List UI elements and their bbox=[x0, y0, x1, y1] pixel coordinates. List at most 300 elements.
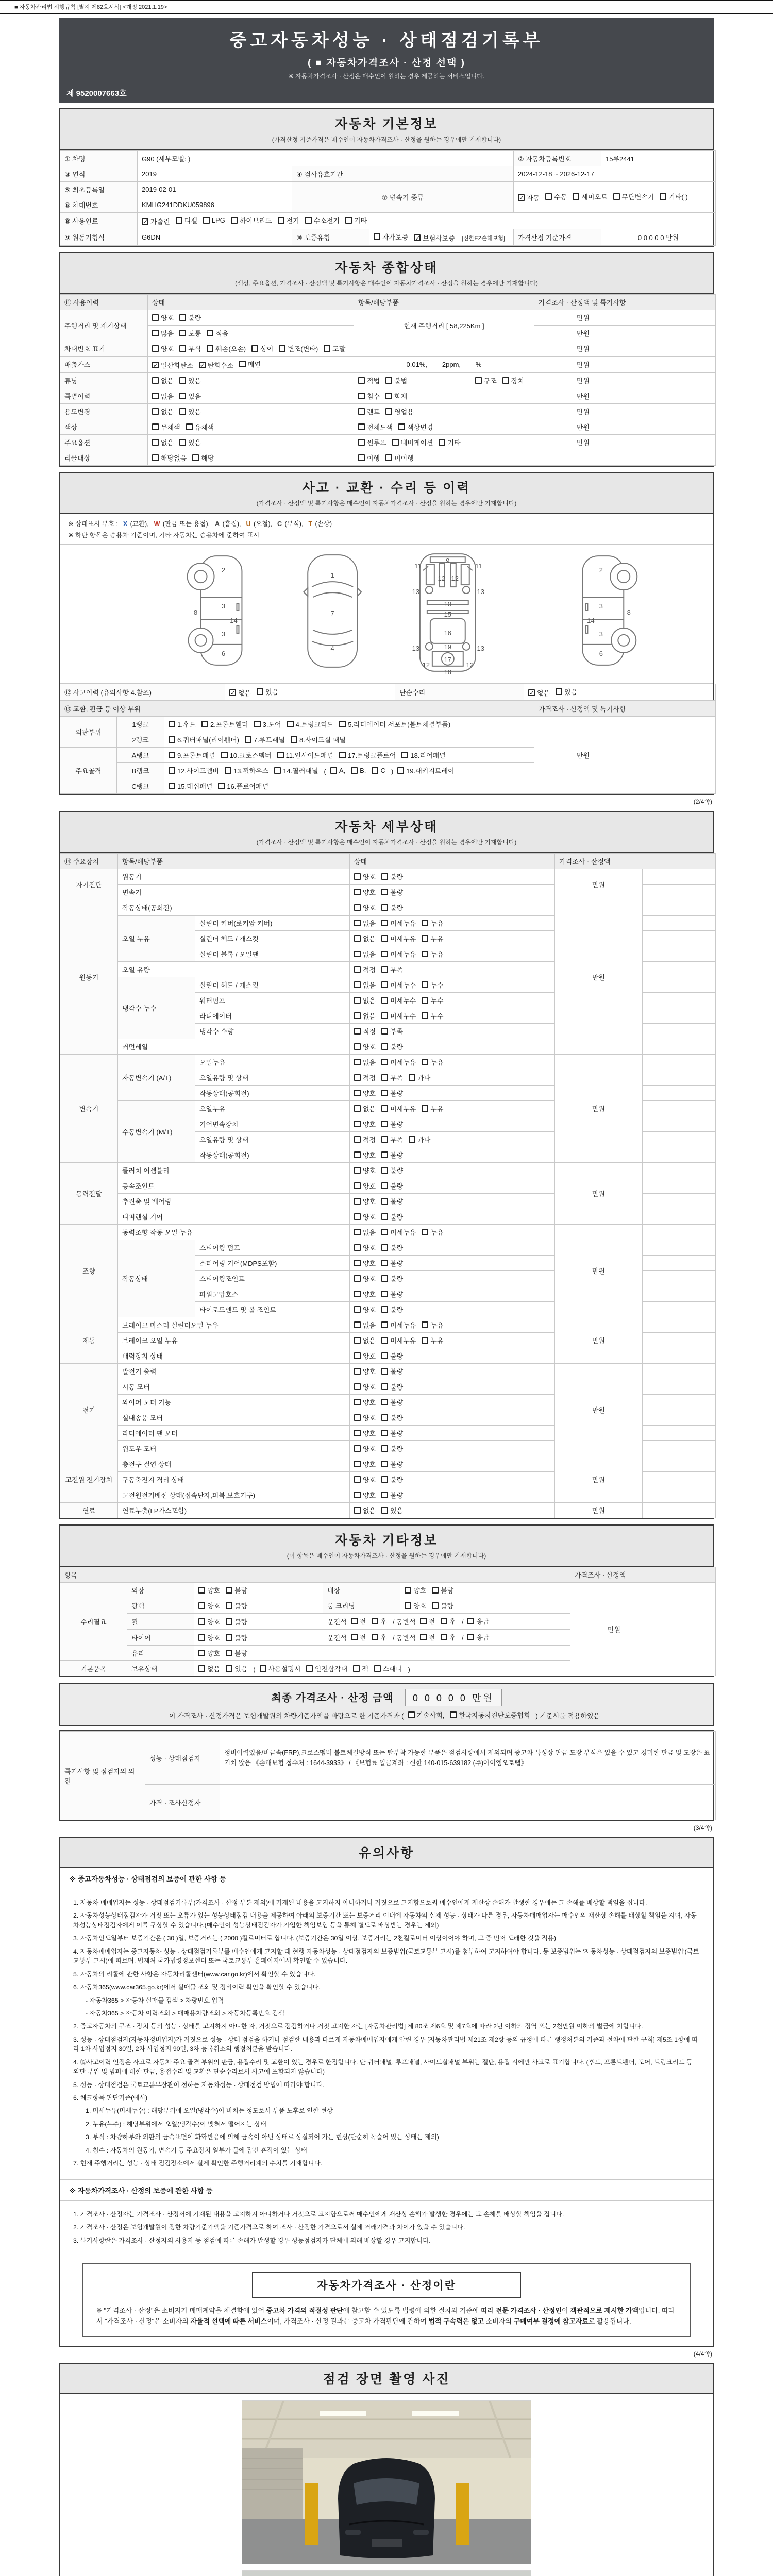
checkbox-icon[interactable] bbox=[354, 1182, 361, 1189]
checkbox-icon[interactable] bbox=[354, 1229, 361, 1235]
checkbox-icon[interactable] bbox=[573, 193, 579, 200]
checkbox-icon[interactable] bbox=[398, 423, 405, 430]
checkbox-icon[interactable] bbox=[381, 1182, 388, 1189]
checkbox-icon[interactable] bbox=[381, 1260, 388, 1266]
checkbox-icon[interactable] bbox=[152, 454, 159, 461]
checkbox-icon[interactable] bbox=[374, 1665, 381, 1672]
checkbox-icon[interactable] bbox=[354, 1167, 361, 1174]
checkbox-icon[interactable] bbox=[408, 1711, 415, 1718]
checkbox-option bbox=[414, 233, 455, 243]
checkbox-icon[interactable] bbox=[450, 1711, 457, 1718]
checkbox-icon[interactable] bbox=[354, 1121, 361, 1127]
checkbox-icon[interactable] bbox=[152, 314, 159, 321]
checkbox-icon[interactable] bbox=[354, 951, 361, 957]
checkbox-icon[interactable] bbox=[381, 1151, 388, 1158]
checkbox-icon[interactable] bbox=[381, 997, 388, 1004]
checkbox-icon[interactable] bbox=[401, 752, 408, 758]
checkbox-icon[interactable] bbox=[381, 1229, 388, 1235]
page-top-rule bbox=[0, 0, 773, 12]
checkbox-icon[interactable] bbox=[198, 1618, 205, 1625]
legend-note: ※ 하단 항목은 승용차 기준이며, 기타 자동차는 승용차에 준하여 표시 bbox=[60, 529, 713, 545]
checkbox-icon[interactable] bbox=[354, 981, 361, 988]
option-label: 양호 bbox=[413, 1587, 427, 1595]
checkbox-icon[interactable] bbox=[354, 920, 361, 926]
checkbox-icon[interactable] bbox=[354, 1368, 361, 1375]
option-label: 전체도색 bbox=[367, 423, 393, 431]
checkbox-icon[interactable] bbox=[354, 904, 361, 911]
checkbox-icon[interactable] bbox=[198, 1650, 205, 1656]
checkbox-icon[interactable] bbox=[354, 1461, 361, 1467]
checkbox-icon[interactable] bbox=[422, 951, 428, 957]
page-marker: (2/4쪽) bbox=[693, 798, 712, 805]
checkbox-icon[interactable] bbox=[225, 767, 231, 774]
checkbox-checked-icon[interactable]: ✓ bbox=[519, 194, 525, 201]
checkbox-icon[interactable] bbox=[179, 439, 186, 446]
checkbox-icon[interactable] bbox=[198, 1587, 205, 1594]
checkbox-icon[interactable] bbox=[467, 1634, 474, 1640]
checkbox-icon[interactable] bbox=[381, 981, 388, 988]
checkbox-icon[interactable] bbox=[179, 377, 186, 384]
checkbox-icon[interactable] bbox=[192, 454, 199, 461]
diagram-part-number: 6 bbox=[221, 649, 226, 657]
checkbox-icon[interactable] bbox=[381, 904, 388, 911]
state-checkbox-group bbox=[350, 1039, 555, 1055]
checkbox-icon[interactable] bbox=[374, 233, 380, 240]
checkbox-option bbox=[381, 887, 403, 897]
option-label: 전 bbox=[359, 1618, 366, 1625]
checkbox-icon[interactable] bbox=[381, 1213, 388, 1220]
notice-sec1-heading: ※ 중고자동차성능 · 상태점검의 보증에 관한 사항 등 bbox=[60, 1868, 713, 1889]
checkbox-icon[interactable] bbox=[372, 1634, 378, 1640]
checkbox-icon[interactable] bbox=[354, 1105, 361, 1112]
checkbox-option bbox=[408, 1710, 445, 1720]
checkbox-icon[interactable] bbox=[381, 1028, 388, 1035]
option-label: 양호 bbox=[413, 1602, 427, 1610]
checkbox-icon[interactable] bbox=[358, 393, 365, 399]
option-label: 부족 bbox=[390, 1074, 404, 1082]
diagram-part-number: 8 bbox=[193, 608, 198, 616]
checkbox-option bbox=[354, 1212, 376, 1222]
checkbox-icon[interactable] bbox=[381, 889, 388, 895]
price-survey-info-title: 자동차가격조사 · 산정이란 bbox=[252, 2272, 521, 2298]
checkbox-icon[interactable] bbox=[381, 1306, 388, 1313]
checkbox-icon[interactable] bbox=[226, 1634, 232, 1641]
checkbox-icon[interactable] bbox=[381, 1445, 388, 1452]
notice-item: 6. 체크항목 판단기준(예시) bbox=[73, 2094, 148, 2102]
checkbox-icon[interactable] bbox=[152, 345, 159, 352]
checkbox-icon[interactable] bbox=[254, 721, 261, 727]
checkbox-icon[interactable] bbox=[221, 752, 228, 758]
checkbox-option bbox=[354, 980, 376, 990]
checkbox-icon[interactable] bbox=[354, 1074, 361, 1081]
checkbox-icon[interactable] bbox=[278, 217, 284, 224]
option-label: 19.패키지트레이 bbox=[406, 767, 455, 775]
checkbox-checked-icon[interactable]: ✓ bbox=[199, 362, 205, 369]
checkbox-icon[interactable] bbox=[198, 1634, 205, 1641]
state-checkbox-group bbox=[350, 946, 555, 962]
checkbox-icon[interactable] bbox=[354, 1352, 361, 1359]
checkbox-icon[interactable] bbox=[420, 1618, 427, 1624]
checkbox-icon[interactable] bbox=[358, 439, 365, 446]
checkbox-option bbox=[381, 1413, 403, 1422]
checkbox-icon[interactable] bbox=[422, 935, 428, 942]
option-label: 과다 bbox=[417, 1136, 431, 1144]
checkbox-icon[interactable] bbox=[441, 1634, 447, 1640]
registration-number-value: 15루2441 bbox=[601, 151, 716, 166]
checkbox-icon[interactable] bbox=[372, 1618, 378, 1624]
checkbox-icon[interactable] bbox=[198, 1602, 205, 1609]
checkbox-icon[interactable] bbox=[330, 767, 337, 774]
checkbox-icon[interactable] bbox=[226, 1650, 232, 1656]
checkbox-icon[interactable] bbox=[354, 1043, 361, 1050]
checkbox-icon[interactable] bbox=[354, 1476, 361, 1483]
checkbox-icon[interactable] bbox=[381, 1337, 388, 1344]
checkbox-icon[interactable] bbox=[354, 1059, 361, 1065]
checkbox-icon[interactable] bbox=[422, 1012, 428, 1019]
option-label: 무채색 bbox=[161, 423, 180, 431]
legend-symbol: W bbox=[154, 520, 160, 528]
checkbox-icon[interactable] bbox=[291, 736, 297, 743]
checkbox-icon[interactable] bbox=[422, 920, 428, 926]
checkbox-icon[interactable] bbox=[169, 767, 175, 774]
checkbox-icon[interactable] bbox=[245, 736, 251, 743]
checkbox-icon[interactable] bbox=[152, 377, 159, 384]
checkbox-icon[interactable] bbox=[169, 721, 175, 727]
checkbox-icon[interactable] bbox=[381, 1507, 388, 1514]
checkbox-icon[interactable] bbox=[198, 1665, 205, 1672]
checkbox-option bbox=[381, 1274, 403, 1283]
checkbox-icon[interactable] bbox=[169, 736, 175, 743]
checkbox-icon[interactable] bbox=[354, 1291, 361, 1297]
checkbox-icon[interactable] bbox=[354, 1306, 361, 1313]
checkbox-icon[interactable] bbox=[354, 1445, 361, 1452]
checkbox-icon[interactable] bbox=[287, 721, 294, 727]
checkbox-icon[interactable] bbox=[432, 1587, 439, 1594]
option-label: 잭 bbox=[362, 1665, 368, 1673]
checkbox-icon[interactable] bbox=[179, 314, 186, 321]
checkbox-icon[interactable] bbox=[475, 377, 482, 384]
checkbox-option bbox=[385, 406, 414, 416]
checkbox-option bbox=[358, 391, 380, 401]
checkbox-icon[interactable] bbox=[179, 408, 186, 415]
checkbox-icon[interactable] bbox=[358, 377, 365, 384]
checkbox-icon[interactable] bbox=[439, 439, 445, 446]
option-label: 없음 bbox=[363, 1059, 376, 1066]
checkbox-icon[interactable] bbox=[420, 1634, 427, 1640]
checkbox-icon[interactable] bbox=[381, 1430, 388, 1436]
checkbox-icon[interactable] bbox=[385, 408, 392, 415]
checkbox-option bbox=[409, 1134, 430, 1144]
checkbox-icon[interactable] bbox=[381, 1121, 388, 1127]
checkbox-icon[interactable] bbox=[354, 889, 361, 895]
document-number: 제 9520007663호 bbox=[66, 89, 127, 98]
checkbox-icon[interactable] bbox=[381, 1492, 388, 1498]
remark-cell bbox=[643, 1240, 716, 1256]
checkbox-icon[interactable] bbox=[422, 1059, 428, 1065]
checkbox-icon[interactable] bbox=[358, 454, 365, 461]
row-label: 유리 bbox=[127, 1646, 194, 1661]
notice-item: 4. 자동차매매업자는 중고자동차 성능 · 상태점검기록부를 매수인에게 고지할 때 현행 자동차성능 · 상태점검자의 보증범위(국토교통부 고시)를 첨부하여 고지하여야 합니다. 동 보증범위는 '자동차성능 · 상태점검자의 보증범위'(국토교통부 고시)에 따르며, 법제처 국가법령정보센터 또는 국토교통부 홈페이지에서 확인할 수 있습니다. bbox=[73, 1947, 699, 1965]
checkbox-icon[interactable] bbox=[226, 1665, 232, 1672]
checkbox-icon[interactable] bbox=[354, 1321, 361, 1328]
checkbox-icon[interactable] bbox=[422, 1229, 428, 1235]
remark-cell bbox=[643, 1286, 716, 1302]
checkbox-icon[interactable] bbox=[354, 1507, 361, 1514]
checkbox-icon[interactable] bbox=[179, 330, 186, 336]
checkbox-icon[interactable] bbox=[381, 1461, 388, 1467]
checkbox-icon[interactable] bbox=[422, 1337, 428, 1344]
option-label: 양호 bbox=[207, 1618, 221, 1626]
checkbox-icon[interactable] bbox=[381, 1244, 388, 1251]
checkbox-icon[interactable] bbox=[176, 217, 182, 224]
checkbox-icon[interactable] bbox=[203, 217, 210, 224]
checkbox-icon[interactable] bbox=[179, 393, 186, 399]
checkbox-icon[interactable] bbox=[218, 783, 225, 789]
row-label: 차대번호 표기 bbox=[60, 341, 148, 357]
checkbox-icon[interactable] bbox=[354, 1090, 361, 1096]
checkbox-icon[interactable] bbox=[354, 873, 361, 880]
option-label: 부족 bbox=[390, 1136, 404, 1144]
checkbox-checked-icon[interactable]: ✓ bbox=[153, 362, 159, 369]
option-label: 불량 bbox=[390, 1461, 404, 1468]
checkbox-icon[interactable] bbox=[372, 767, 378, 774]
notice-item: 4. 침수 : 자동차의 원동기, 변속기 등 주요장치 일부가 물에 잠긴 흔적이 있는 상태 bbox=[86, 2146, 307, 2154]
field-label: ① 차명 bbox=[60, 151, 138, 166]
checkbox-icon[interactable] bbox=[152, 423, 159, 430]
paragraph-segment: 로 활용됩니다. bbox=[588, 2317, 631, 2326]
checkbox-checked-icon[interactable]: ✓ bbox=[230, 689, 236, 697]
checkbox-icon[interactable] bbox=[354, 1198, 361, 1205]
checkbox-icon[interactable] bbox=[405, 1602, 411, 1609]
option-label: 가솔린 bbox=[150, 218, 170, 226]
option-label: 불량 bbox=[390, 1167, 404, 1175]
checkbox-icon[interactable] bbox=[358, 423, 365, 430]
option-label: 침수 bbox=[367, 393, 380, 400]
checkbox-icon[interactable] bbox=[381, 1074, 388, 1081]
checkbox-icon[interactable] bbox=[381, 1368, 388, 1375]
checkbox-icon[interactable] bbox=[545, 193, 552, 200]
checkbox-icon[interactable] bbox=[305, 217, 312, 224]
checkbox-icon[interactable] bbox=[354, 1151, 361, 1158]
checkbox-icon[interactable] bbox=[397, 767, 404, 774]
checkbox-icon[interactable] bbox=[152, 393, 159, 399]
checkbox-icon[interactable] bbox=[226, 1602, 232, 1609]
checkbox-icon[interactable] bbox=[660, 193, 666, 200]
checkbox-icon[interactable] bbox=[354, 997, 361, 1004]
option-label: 구조 bbox=[483, 377, 497, 385]
remark-cell bbox=[643, 1271, 716, 1286]
checkbox-option bbox=[251, 344, 273, 353]
checkbox-icon[interactable] bbox=[385, 393, 392, 399]
checkbox-option bbox=[422, 1335, 443, 1345]
checkbox-icon[interactable] bbox=[381, 920, 388, 926]
checkbox-icon[interactable] bbox=[358, 408, 365, 415]
checkbox-icon[interactable] bbox=[354, 1260, 361, 1266]
checkbox-icon[interactable] bbox=[274, 767, 281, 774]
checkbox-icon[interactable] bbox=[613, 193, 620, 200]
checkbox-icon[interactable] bbox=[354, 1399, 361, 1405]
checkbox-icon[interactable] bbox=[381, 1414, 388, 1421]
diagram-part-number: 1 bbox=[330, 571, 334, 580]
checkbox-icon[interactable] bbox=[324, 345, 330, 352]
checkbox-icon[interactable] bbox=[381, 1291, 388, 1297]
item-label: 오일누유 bbox=[195, 1055, 350, 1070]
checkbox-icon[interactable] bbox=[339, 721, 346, 727]
checkbox-icon[interactable] bbox=[432, 1602, 439, 1609]
subgroup-label: 작동상태 bbox=[118, 1240, 195, 1317]
checkbox-icon[interactable] bbox=[381, 1383, 388, 1390]
checkbox-icon[interactable] bbox=[422, 997, 428, 1004]
item-label: 냉각수 수량 bbox=[195, 1024, 350, 1039]
checkbox-icon[interactable] bbox=[354, 966, 361, 973]
checkbox-icon[interactable] bbox=[381, 1352, 388, 1359]
checkbox-icon[interactable] bbox=[392, 439, 399, 446]
checkbox-icon[interactable] bbox=[279, 345, 285, 352]
checkbox-icon[interactable] bbox=[354, 1136, 361, 1143]
checkbox-icon[interactable] bbox=[422, 1105, 428, 1112]
table-header-row bbox=[60, 701, 716, 717]
option-label: 양호 bbox=[363, 1090, 376, 1097]
checkbox-checked-icon[interactable]: ✓ bbox=[529, 689, 535, 697]
checkbox-icon[interactable] bbox=[381, 951, 388, 957]
notice-item: 2. 자동차성능상태점검자가 거짓 또는 오류가 있는 성능상태점검 내용을 제공하여 아래의 보증기간 또는 보증거리 이내에 자동차의 실제 성능 · 상태가 다른 경우, 자동차매매업자는 매수인의 재산상 손해를 배상할 책임을 지며, 자동차성능상태점검자에게 이를 구상할 수 있습니다.(매수인이 성능상태점검자가 가입한 책임보험 등을 통해 별도로 배상받는 경우는 제외) bbox=[73, 1912, 697, 1929]
table-row bbox=[60, 213, 716, 229]
checkbox-icon[interactable] bbox=[556, 688, 562, 695]
checkbox-icon[interactable] bbox=[381, 1198, 388, 1205]
checkbox-icon[interactable] bbox=[422, 981, 428, 988]
checkbox-option bbox=[374, 232, 408, 242]
notice-item: - 자동차365 > 자동차 이력조회 > 매매용차량조회 > 자동차등록번호 검색 bbox=[86, 2009, 284, 2017]
checkbox-icon[interactable] bbox=[345, 217, 352, 224]
checkbox-checked-icon[interactable]: ✓ bbox=[415, 234, 421, 242]
table-row bbox=[60, 357, 716, 373]
checkbox-icon[interactable] bbox=[354, 1213, 361, 1220]
checkbox-icon[interactable] bbox=[226, 1587, 232, 1594]
checkbox-icon[interactable] bbox=[354, 1244, 361, 1251]
checkbox-icon[interactable] bbox=[381, 1136, 388, 1143]
checkbox-icon[interactable] bbox=[169, 752, 175, 758]
checkbox-icon[interactable] bbox=[385, 377, 392, 384]
checkbox-icon[interactable] bbox=[354, 1028, 361, 1035]
checkbox-icon[interactable] bbox=[381, 1275, 388, 1282]
checkbox-icon[interactable] bbox=[441, 1618, 447, 1624]
checkbox-icon[interactable] bbox=[351, 1618, 358, 1624]
option-label: 부식 bbox=[188, 345, 201, 353]
option-label: 불량 bbox=[390, 1430, 404, 1437]
checkbox-icon[interactable] bbox=[354, 1383, 361, 1390]
checkbox-icon[interactable] bbox=[201, 721, 208, 727]
checkbox-option bbox=[381, 1444, 403, 1453]
checkbox-icon[interactable] bbox=[467, 1618, 474, 1624]
checkbox-checked-icon[interactable]: ✓ bbox=[143, 218, 148, 225]
remark-cell bbox=[632, 419, 716, 435]
checkbox-icon[interactable] bbox=[422, 1321, 428, 1328]
checkbox-icon[interactable] bbox=[381, 1059, 388, 1065]
checkbox-icon[interactable] bbox=[354, 935, 361, 942]
checkbox-icon[interactable] bbox=[381, 935, 388, 942]
checkbox-icon[interactable] bbox=[354, 1337, 361, 1344]
row-label: 타이어 bbox=[127, 1630, 194, 1646]
remark-cell bbox=[643, 1487, 716, 1503]
table-row bbox=[60, 404, 716, 419]
checkbox-icon[interactable] bbox=[381, 1105, 388, 1112]
checkbox-option bbox=[152, 376, 174, 385]
checkbox-icon[interactable] bbox=[231, 217, 238, 224]
checkbox-option bbox=[354, 1119, 376, 1129]
checkbox-icon[interactable] bbox=[186, 423, 193, 430]
checkbox-option bbox=[351, 1616, 366, 1626]
checkbox-icon[interactable] bbox=[152, 408, 159, 415]
diagram-part-number: 19 bbox=[444, 642, 452, 651]
state-checkbox-group bbox=[350, 1456, 555, 1472]
checkbox-icon[interactable] bbox=[385, 454, 392, 461]
checkbox-icon[interactable] bbox=[179, 345, 186, 352]
checkbox-icon[interactable] bbox=[207, 330, 213, 336]
option-label: 기타 bbox=[447, 439, 461, 447]
checkbox-icon[interactable] bbox=[354, 1492, 361, 1498]
checkbox-icon[interactable] bbox=[306, 1665, 313, 1672]
table-row bbox=[60, 310, 716, 326]
checkbox-icon[interactable] bbox=[226, 1618, 232, 1625]
checkbox-icon[interactable] bbox=[381, 1012, 388, 1019]
checkbox-icon[interactable] bbox=[409, 1136, 415, 1143]
checkbox-icon[interactable] bbox=[239, 361, 246, 367]
notice-header bbox=[60, 1838, 713, 1868]
remark-cell bbox=[643, 1194, 716, 1209]
checkbox-icon[interactable] bbox=[405, 1587, 411, 1594]
checkbox-icon[interactable] bbox=[381, 1321, 388, 1328]
checkbox-icon[interactable] bbox=[207, 345, 213, 352]
checkbox-icon[interactable] bbox=[353, 1665, 360, 1672]
price-cell bbox=[534, 450, 632, 466]
checkbox-icon[interactable] bbox=[354, 1275, 361, 1282]
state-checkbox-group bbox=[350, 1426, 555, 1441]
checkbox-icon[interactable] bbox=[351, 767, 358, 774]
checkbox-icon[interactable] bbox=[381, 1476, 388, 1483]
checkbox-icon[interactable] bbox=[354, 1414, 361, 1421]
checkbox-option bbox=[397, 766, 454, 775]
checkbox-icon[interactable] bbox=[502, 377, 509, 384]
checkbox-icon[interactable] bbox=[351, 1634, 358, 1640]
checkbox-icon[interactable] bbox=[277, 752, 284, 758]
checkbox-icon[interactable] bbox=[339, 752, 346, 758]
checkbox-option bbox=[432, 1585, 453, 1595]
checkbox-option bbox=[392, 437, 433, 447]
checkbox-icon[interactable] bbox=[381, 1167, 388, 1174]
checkbox-icon[interactable] bbox=[354, 1430, 361, 1436]
state-checkbox-group bbox=[350, 1178, 555, 1194]
item-label: 스티어링 펌프 bbox=[195, 1240, 350, 1256]
checkbox-icon[interactable] bbox=[169, 783, 175, 789]
checkbox-icon[interactable] bbox=[381, 1043, 388, 1050]
checkbox-icon[interactable] bbox=[257, 688, 263, 695]
checkbox-icon[interactable] bbox=[381, 1090, 388, 1096]
rankC-checkbox-group bbox=[164, 778, 534, 794]
option-label: 양호 bbox=[363, 1352, 376, 1360]
checkbox-icon[interactable] bbox=[354, 1012, 361, 1019]
checkbox-icon[interactable] bbox=[260, 1665, 266, 1672]
checkbox-option bbox=[260, 1664, 301, 1673]
checkbox-option bbox=[354, 1088, 376, 1098]
checkbox-icon[interactable] bbox=[152, 439, 159, 446]
checkbox-icon[interactable] bbox=[381, 1399, 388, 1405]
checkbox-icon[interactable] bbox=[381, 873, 388, 880]
checkbox-icon[interactable] bbox=[251, 345, 258, 352]
checkbox-icon[interactable] bbox=[409, 1074, 415, 1081]
checkbox-icon[interactable] bbox=[152, 330, 159, 336]
state-checkbox-group bbox=[350, 962, 555, 977]
checkbox-icon[interactable] bbox=[381, 966, 388, 973]
